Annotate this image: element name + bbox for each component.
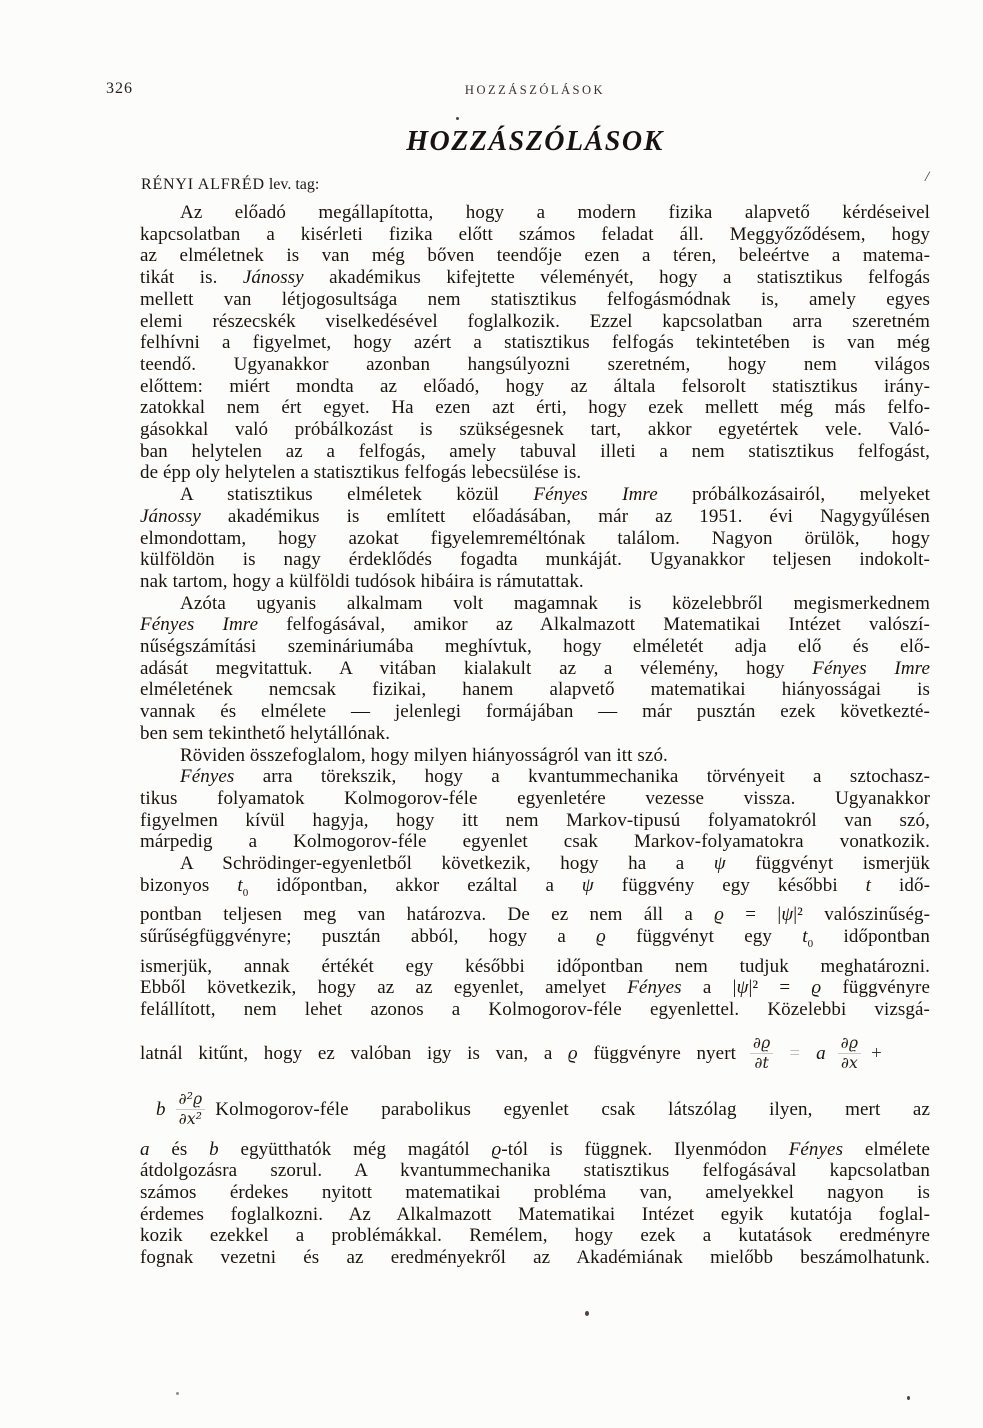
fraction-drho-dx — [838, 1036, 861, 1071]
paragraph-5 — [140, 766, 930, 853]
fraction-d2rho-dx2 — [176, 1092, 206, 1127]
text-line: A Schrödinger-egyenletből következik, hogy ha a ψ függvényt ismerjük — [180, 853, 930, 875]
text-line: az elméletnek is van még bőven teendője ezen a téren, beleértve a matema- — [140, 245, 930, 267]
text-line: Jánossy akadémikus is említett előadásában, már az 1951. évi Nagygyűlésen — [140, 505, 930, 527]
text-line: számos érdekes nyitott matematikai probléma van, amelyekkel nagyon is — [140, 1182, 930, 1204]
text-line: elemi részecskék viselkedésével foglalkozik. Ezzel kapcsolatban arra szeretném — [140, 310, 930, 332]
speaker-line — [141, 176, 319, 194]
text-line: a és b együtthatók még magától ϱ-tól is függnek. Ilyenmódon Fényes elmélete — [140, 1138, 931, 1160]
text-line: érdemes foglalkozni. Az Alkalmazott Matematikai Intézet egyik kutatója foglal- — [140, 1203, 930, 1225]
page-number: 326 — [106, 80, 133, 97]
text-line: pontban teljesen meg van határozva. De ez nem áll a ϱ = |ψ|² valószinűség- — [140, 904, 930, 926]
text-line: adását megvitattuk. A vitában kialakult az a vélemény, hogy Fényes Imre — [140, 657, 930, 679]
text-line: Fényes arra törekszik, hogy a kvantummechanika törvényeit a sztochasz- — [180, 766, 930, 788]
text-line: gásokkal való próbálkozást is szükségesnek tart, akkor egyetértek vele. Való- — [140, 419, 930, 441]
text-line: figyelmen kívül hagyja, hogy itt nem Markov-tipusú folyamatokról van szó, — [140, 809, 930, 831]
paragraph-6 — [140, 853, 930, 1021]
text-line: felhívni a figyelmet, hogy azért a statisztikus felfogás tekintetében is van még — [140, 332, 930, 354]
text-line: tikus folyamatok Kolmogorov-féle egyenletére vezesse vissza. Ugyanakkor — [140, 787, 930, 809]
text-line: Az előadó megállapította, hogy a modern fizika alapvető kérdéseivel — [180, 202, 930, 223]
text-line: ismerjük, annak értékét egy későbbi időpontban nem tudjuk meghatározni. — [140, 955, 930, 977]
text-line: nak tartom, hogy a külföldi tudósok hibáira is rámutattak. — [140, 570, 584, 592]
text-line: zatokkal nem ért egyet. Ha ezen azt érti, hogy ezek mellett még más felfo- — [140, 397, 930, 419]
body-text — [140, 202, 930, 1269]
paragraph-3 — [140, 593, 930, 745]
text-line: teendő. Ugyanakkor azonban hangsúlyozni szeretném, hogy nem világos — [140, 353, 930, 375]
text-line: ben sem tekinthető helytállónak. — [140, 722, 391, 744]
text-line: fognak vezetni és az eredményekről az Akadémiának mielőbb beszámolhatunk. — [140, 1247, 930, 1269]
paragraph-4 — [140, 745, 930, 767]
text-line: bizonyos $t_0$ időpontban, akkor ezáltal a ψ függvény egy későbbi t idő- — [140, 874, 931, 899]
plus-sign: + — [871, 1042, 882, 1064]
fraction-denominator: ∂x — [840, 1054, 858, 1073]
paragraph-2 — [140, 484, 930, 593]
text-line: de épp oly helytelen a statisztikus felfogás lebecsülése is. — [140, 462, 582, 484]
text-line: Ebből következik, hogy az az egyenlet, amelyet Fényes a |ψ|² = ϱ függvényre — [140, 977, 931, 999]
paragraph-1 — [140, 202, 930, 484]
text-line: előttem: miért mondta az előadó, hogy az általa felsorolt statisztikus irány- — [140, 375, 930, 397]
equals-sign: = — [789, 1042, 801, 1064]
text-line: Röviden összefoglalom, hogy milyen hiányosságról van itt szó. — [180, 744, 668, 766]
paragraph-6-continued — [140, 1139, 930, 1269]
text-line: márpedig a Kolmogorov-féle egyenlet csak Markov-folyamatokra vonatkozik. — [140, 831, 930, 853]
text-line: Fényes Imre felfogásával, amikor az Alkalmazott Matematikai Intézet valószí- — [140, 614, 930, 636]
text-line: nűségszámítási szemináriumába meghívtuk, hogy elméletét adja elő és elő- — [140, 636, 930, 658]
formula-line-1-text: latnál kitűnt, hogy ez valóban igy is van, a ϱ függvényre nyert — [140, 1042, 736, 1064]
scan-speck — [907, 1396, 910, 1400]
text-line: átdolgozásra szorul. A kvantummechanika statisztikus felfogásával kapcsolatban — [140, 1160, 930, 1182]
fraction-denominator: ∂t — [754, 1054, 769, 1073]
text-line: felállított, nem lehet azonos a Kolmogorov-féle egyenlettel. Közelebbi vizsgá- — [140, 998, 930, 1020]
scan-speck — [176, 1392, 179, 1395]
text-line: A statisztikus elméletek közül Fényes Imre próbálkozásairól, melyeket — [180, 484, 931, 506]
text-line: kapcsolatban a kisérleti fizika előtt számos feladat áll. Meggyőződésem, hogy — [140, 223, 930, 245]
fraction-numerator: ∂ϱ — [750, 1036, 773, 1054]
scan-speck — [456, 117, 459, 120]
text-line: sűrűségfüggvényre; pusztán abból, hogy a ϱ függvényt egy $t_0$ időpontban — [140, 926, 930, 950]
text-line: ban helytelen az a felfogás, amely tabuval illeti a nem statisztikus felfogást, — [140, 440, 930, 462]
formula-line-2-text: Kolmogorov-féle parabolikus egyenlet csak látszólag ilyen, mert az — [215, 1098, 930, 1120]
text-line: külföldön is nagy érdeklődés fogadta munkáját. Ugyanakkor teljesen indokolt- — [140, 549, 930, 571]
formula-line-1 — [140, 1027, 930, 1081]
margin-mark: / — [925, 169, 930, 185]
text-line: Azóta ugyanis alkalmam volt magamnak is közelebbről megismerkednem — [180, 592, 930, 614]
text-line: mellett van létjogosultsága nem statisztikus felfogásmódnak is, amely egyes — [140, 288, 930, 310]
fraction-numerator: ∂ϱ — [838, 1036, 861, 1054]
scan-speck — [585, 1311, 589, 1316]
running-head: HOZZÁSZÓLÁSOK — [464, 83, 606, 97]
text-line: elméletének nemcsak fizikai, hanem alapvető matematikai hiányosságai is — [140, 679, 930, 701]
speaker-role: lev. tag: — [268, 176, 320, 193]
fraction-drho-dt — [750, 1036, 773, 1071]
text-line: vannak és elmélete — jelenlegi formájában — már pusztán ezek következté- — [140, 701, 930, 723]
speaker-name: RÉNYI ALFRÉD — [141, 176, 265, 193]
fraction-denominator: ∂x² — [178, 1110, 203, 1129]
text-line: kozik ezekkel a problémákkal. Remélem, hogy ezek a kutatások eredményre — [140, 1225, 930, 1247]
formula-line-2 — [140, 1081, 930, 1139]
coefficient-b: b — [156, 1098, 166, 1120]
coefficient-a: a — [816, 1042, 826, 1064]
fraction-numerator: ∂²ϱ — [176, 1092, 206, 1110]
text-line: tikát is. Jánossy akadémikus kifejtette véleményét, hogy a statisztikus felfogás — [140, 267, 930, 289]
page-title: HOZZÁSZÓLÁSOK — [406, 126, 664, 157]
text-line: elmondottam, hogy azokat figyelemreméltónak találom. Nagyon örülök, hogy — [140, 527, 930, 549]
